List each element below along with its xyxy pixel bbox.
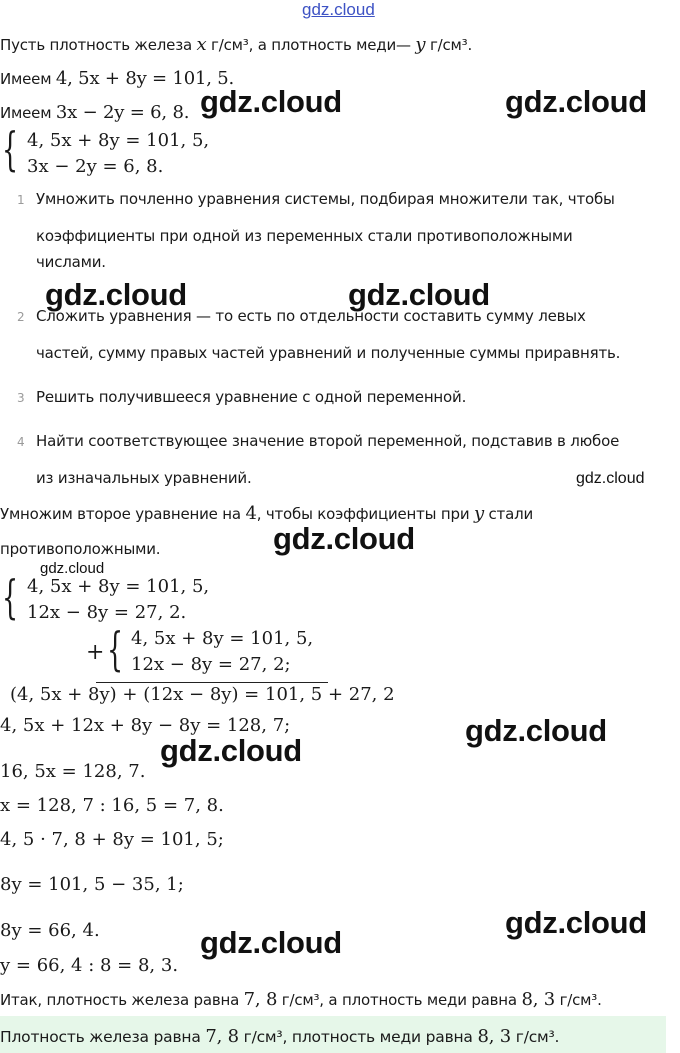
step-number: 2	[17, 310, 25, 324]
intro-text-3: г/см³.	[425, 36, 473, 54]
intro-text-2: г/см³, а плотность меди—	[206, 36, 416, 54]
conclusion-line: Итак, плотность железа равна 7, 8 г/см³, а плотность меди равна 8, 3 г/см³.	[0, 989, 602, 1010]
step-text: Умножить почленно уравнения системы, подбирая множители так, чтобы коэффициенты при одной из переменных стали противоположными числами.	[36, 190, 615, 271]
step-text: Сложить уравнения — то есть по отдельности составить сумму левых частей, сумму правых частей уравнений и полученные суммы приравнять.	[36, 307, 621, 362]
watermark: gdz.cloud	[465, 713, 607, 748]
equation: y = 66, 4 : 8 = 8, 3.	[0, 955, 179, 976]
answer-line: Плотность железа равна 7, 8 г/см³, плотность меди равна 8, 3 г/см³.	[0, 1026, 560, 1047]
have-line-2	[0, 102, 189, 123]
equation: 4, 5 · 7, 8 + 8y = 101, 5;	[0, 829, 224, 850]
step-number: 3	[17, 391, 25, 405]
watermark: gdz.cloud	[505, 905, 647, 940]
value: 7, 8	[205, 1026, 239, 1047]
system-brace: {	[2, 570, 19, 624]
step-number: 1	[17, 193, 25, 207]
system2-line-2: 12x − 8y = 27, 2.	[27, 602, 187, 623]
equation: x = 128, 7 : 16, 5 = 7, 8.	[0, 795, 224, 816]
step-text: Найти соответствующее значение второй переменной, подставив в любое из изначальных уравнений.	[36, 432, 620, 487]
step-text: Решить получившееся уравнение с одной переменной.	[36, 388, 467, 406]
equation: 16, 5x = 128, 7.	[0, 761, 146, 782]
sum-rule	[96, 682, 328, 683]
equation: 3x − 2y = 6, 8.	[55, 102, 190, 123]
watermark: gdz.cloud	[273, 521, 415, 556]
multiply-line-2: противоположными.	[0, 540, 161, 558]
have-label: Имеем	[0, 70, 56, 88]
watermark: gdz.cloud	[160, 733, 302, 768]
watermark: gdz.cloud	[40, 560, 105, 577]
system-brace: {	[2, 122, 19, 176]
watermark: gdz.cloud	[200, 84, 342, 119]
system-brace: {	[107, 622, 124, 676]
system1-line-1: 4, 5x + 8y = 101, 5,	[27, 130, 210, 151]
equation: 4, 5x + 8y = 101, 5.	[55, 68, 235, 89]
number: 4	[245, 503, 257, 524]
step-number: 4	[17, 435, 25, 449]
equation-sum: (4, 5x + 8y) + (12x − 8y) = 101, 5 + 27, 2	[10, 684, 395, 705]
system2-line-1: 4, 5x + 8y = 101, 5,	[27, 576, 210, 597]
answer-box	[0, 1016, 666, 1053]
site-link[interactable]: gdz.cloud	[302, 0, 375, 19]
intro-line	[0, 34, 472, 55]
equation: 8y = 101, 5 − 35, 1;	[0, 874, 184, 895]
have-label: Имеем	[0, 104, 56, 122]
equation: 4, 5x + 12x + 8y − 8y = 128, 7;	[0, 715, 291, 736]
var-y: y	[415, 34, 426, 55]
value: 8, 3	[521, 989, 555, 1010]
system3-line-1: 4, 5x + 8y = 101, 5,	[131, 628, 314, 649]
var-x: x	[196, 34, 207, 55]
var-y: y	[473, 503, 484, 524]
watermark: gdz.cloud	[348, 277, 490, 312]
watermark: gdz.cloud	[505, 84, 647, 119]
intro-text-1: Пусть плотность железа	[0, 36, 197, 54]
system1-line-2: 3x − 2y = 6, 8.	[27, 156, 164, 177]
watermark: gdz.cloud	[200, 925, 342, 960]
have-line-1	[0, 68, 234, 89]
equation: 8y = 66, 4.	[0, 920, 100, 941]
system3-line-2: 12x − 8y = 27, 2;	[131, 654, 291, 675]
value: 8, 3	[477, 1026, 512, 1047]
watermark: gdz.cloud	[45, 277, 187, 312]
multiply-line-1: Умножим второе уравнение на 4, чтобы коэффициенты при y стали	[0, 503, 534, 524]
watermark: gdz.cloud	[576, 470, 645, 487]
plus-sign: +	[86, 640, 105, 665]
value: 7, 8	[243, 989, 278, 1010]
